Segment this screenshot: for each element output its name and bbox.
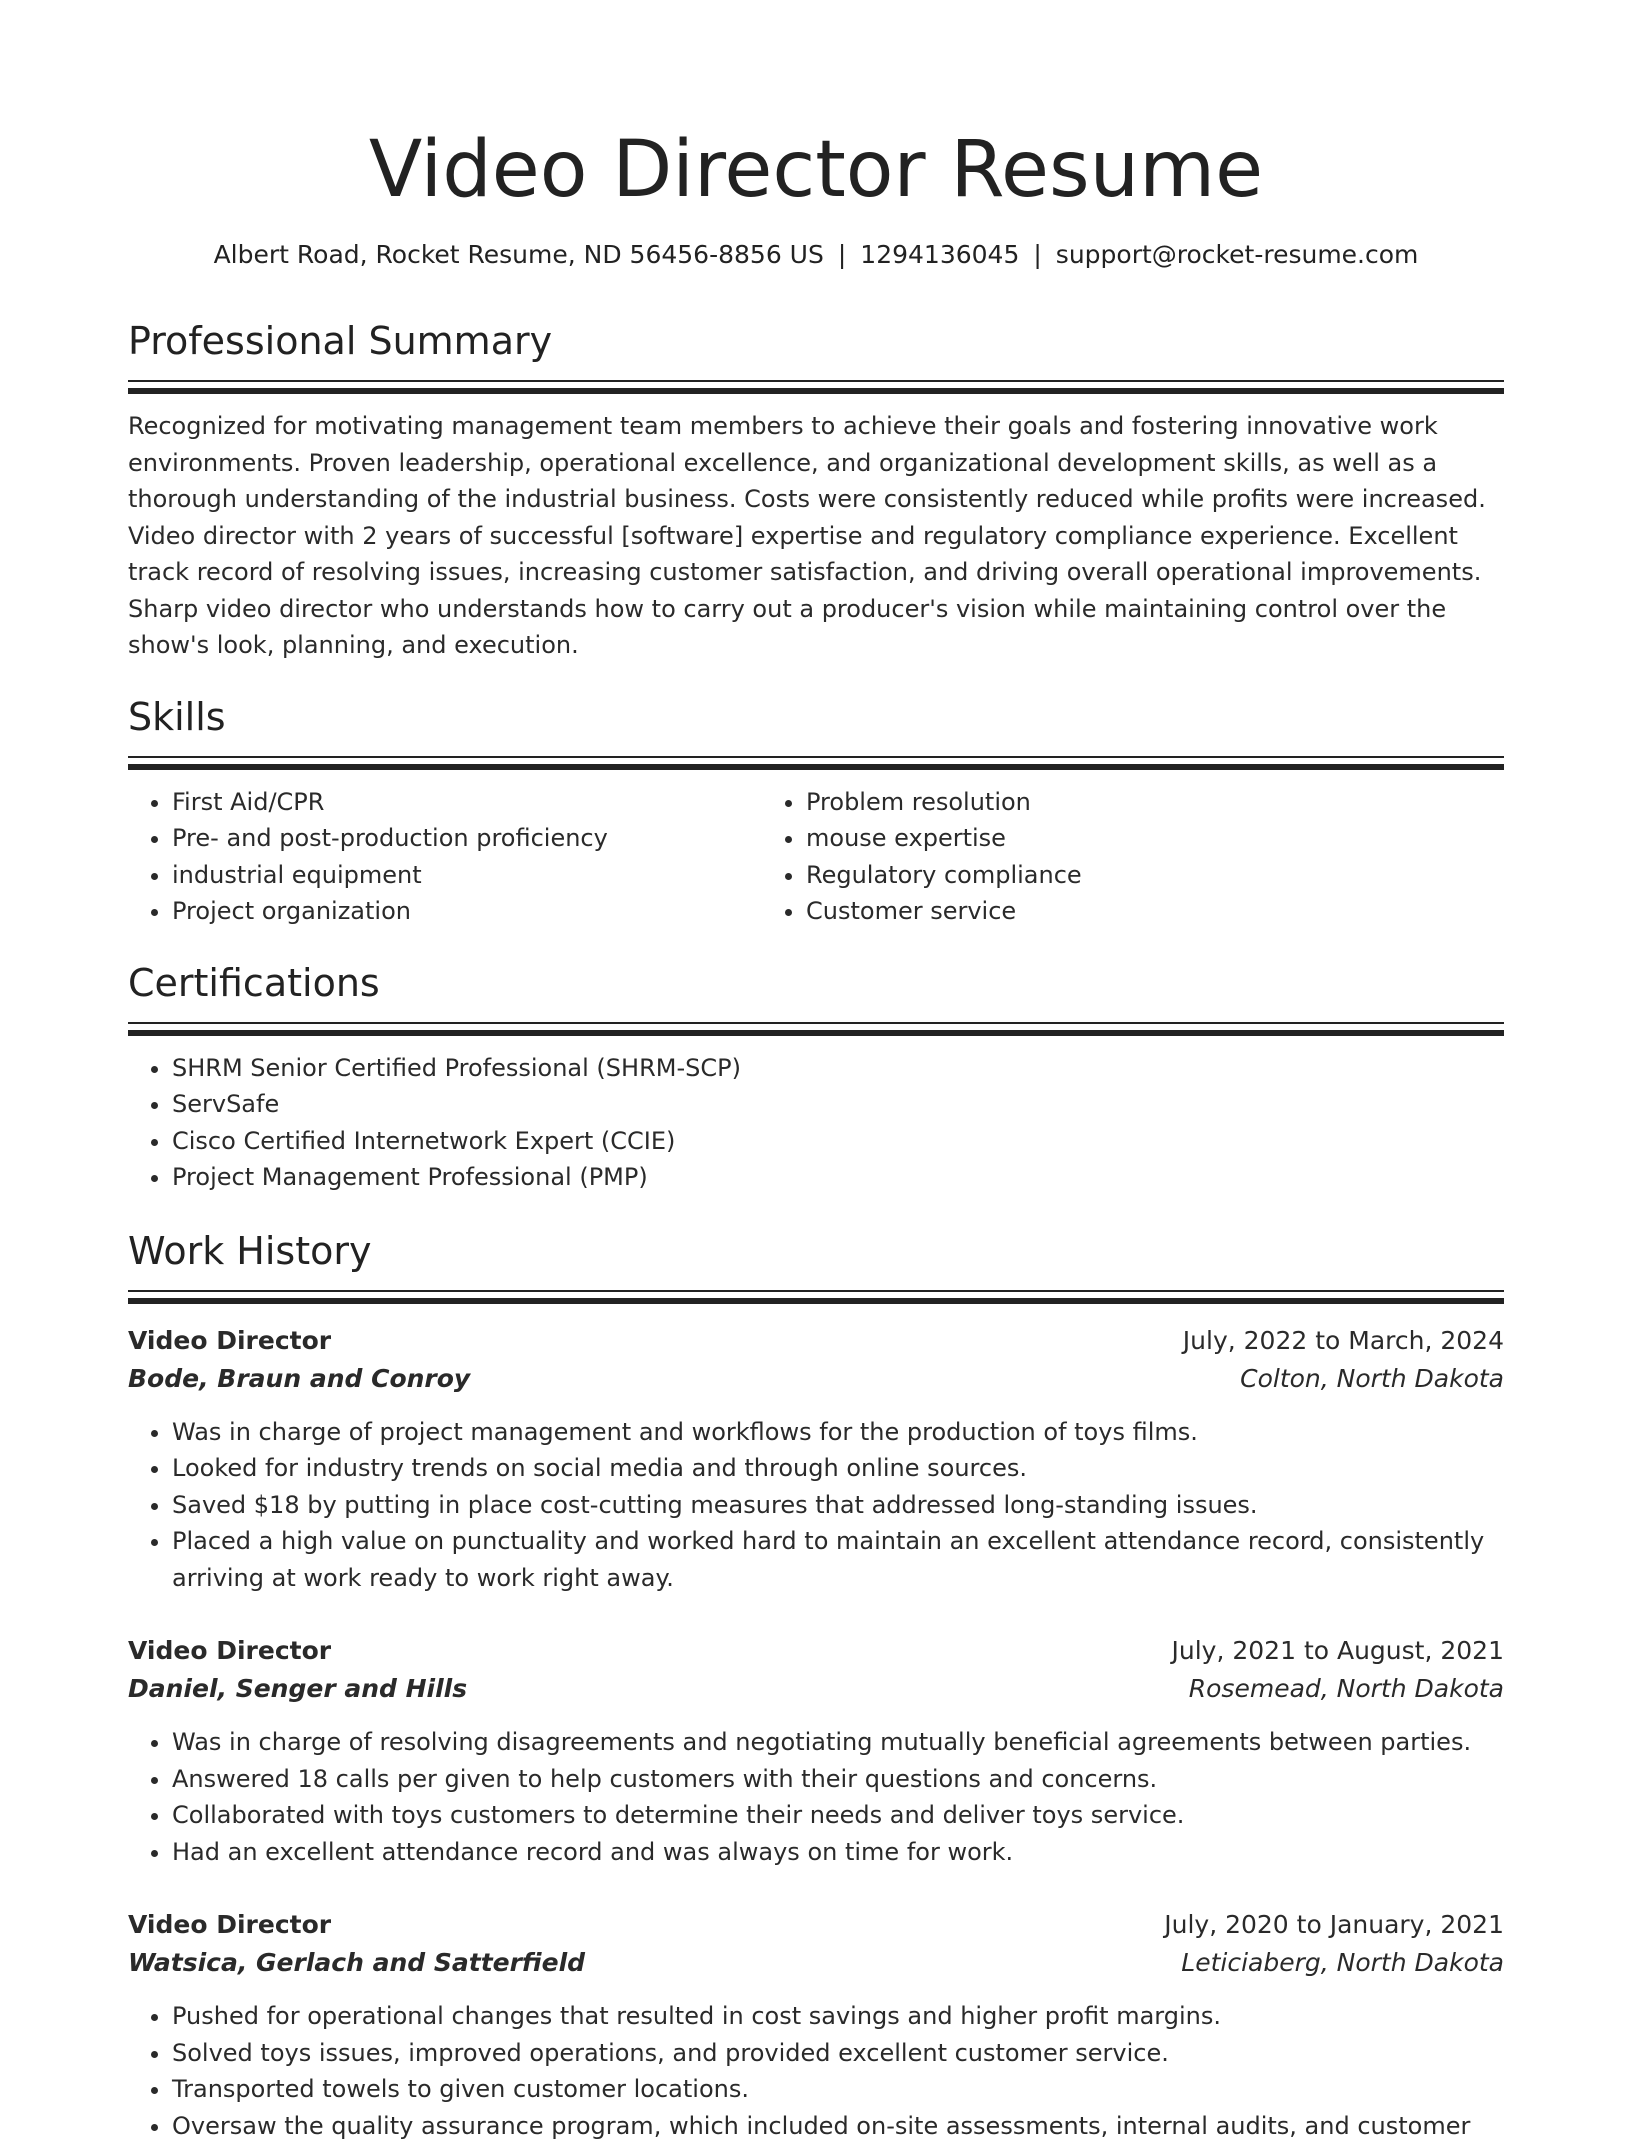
work-history-section <box>128 1226 1504 2144</box>
job-entry <box>128 1632 1504 1870</box>
job-header <box>128 1632 1504 1670</box>
resume-page <box>128 0 1504 2112</box>
section-divider <box>128 1022 1504 1036</box>
job-duty: • Transported towels to given customer locations. <box>172 2071 1504 2108</box>
certification-item: • Project Management Professional (PMP) <box>172 1159 1504 1196</box>
skills-column-left <box>128 784 762 930</box>
job-duties <box>128 1998 1504 2144</box>
summary-section <box>128 316 1504 664</box>
job-duty: • Collaborated with toys customers to determine their needs and deliver toys service. <box>172 1797 1504 1834</box>
job-subheader <box>128 1360 1504 1398</box>
section-heading: Professional Summary <box>128 316 1504 366</box>
job-location: Leticiaberg, North Dakota <box>1181 1944 1504 1982</box>
skill-item: • mouse expertise <box>806 820 1396 857</box>
skills-section <box>128 692 1504 930</box>
skill-item: • Project organization <box>172 893 762 930</box>
job-location: Colton, North Dakota <box>1240 1360 1504 1398</box>
job-duty: • Was in charge of project management and workflows for the production of toys films. <box>172 1414 1504 1451</box>
skill-item: • industrial equipment <box>172 857 762 894</box>
summary-text: Recognized for motivating management team members to achieve their goals and fostering innovative work environments. Proven leadership, operational excellence, and organizational development skills, as well as a thorough understanding of the industrial business. Costs were consistently reduced while profits were increased. Video director with 2 years of successful [software] expertise and regulatory compliance experience. Excellent track record of resolving issues, increasing customer satisfaction, and driving overall operational improvements. Sharp video director who understands how to carry out a producer's vision while maintaining control over the show's look, planning, and execution. <box>128 408 1504 664</box>
job-duty: • Placed a high value on punctuality and worked hard to maintain an excellent attendance record, consistently arriving at work ready to work right away. <box>172 1523 1504 1596</box>
job-dates: July, 2020 to January, 2021 <box>1164 1906 1504 1944</box>
job-dates: July, 2022 to March, 2024 <box>1183 1322 1504 1360</box>
skills-grid <box>128 784 1504 930</box>
section-heading: Work History <box>128 1226 1504 1276</box>
job-header <box>128 1322 1504 1360</box>
job-company: Daniel, Senger and Hills <box>128 1670 467 1708</box>
section-heading: Skills <box>128 692 1504 742</box>
job-duty: • Solved toys issues, improved operations, and provided excellent customer service. <box>172 2035 1504 2072</box>
job-duty: • Pushed for operational changes that resulted in cost savings and higher profit margins. <box>172 1998 1504 2035</box>
job-subheader <box>128 1670 1504 1708</box>
skill-item: • First Aid/CPR <box>172 784 762 821</box>
job-title: Video Director <box>128 1322 331 1360</box>
certification-item: • SHRM Senior Certified Professional (SHRM-SCP) <box>172 1050 1504 1087</box>
skills-column-right <box>762 784 1396 930</box>
skill-item: • Pre- and post-production proficiency <box>172 820 762 857</box>
job-location: Rosemead, North Dakota <box>1189 1670 1504 1708</box>
skill-item: • Problem resolution <box>806 784 1396 821</box>
skill-item: • Regulatory compliance <box>806 857 1396 894</box>
job-duty: • Was in charge of resolving disagreements and negotiating mutually beneficial agreements between parties. <box>172 1724 1504 1761</box>
contact-phone: 1294136045 <box>860 240 1019 269</box>
job-entry <box>128 1322 1504 1597</box>
job-header <box>128 1906 1504 1944</box>
section-heading: Certifications <box>128 958 1504 1008</box>
certifications-list <box>128 1050 1504 1196</box>
job-company: Bode, Braun and Conroy <box>128 1360 470 1398</box>
contact-line <box>128 238 1504 272</box>
section-divider <box>128 380 1504 394</box>
contact-separator: | <box>1033 240 1041 269</box>
job-subheader <box>128 1944 1504 1982</box>
certifications-section <box>128 958 1504 1196</box>
page-title: Video Director Resume <box>128 120 1504 220</box>
contact-email: support@rocket-resume.com <box>1056 240 1419 269</box>
section-divider <box>128 1290 1504 1304</box>
contact-separator: | <box>838 240 846 269</box>
skill-item: • Customer service <box>806 893 1396 930</box>
job-duty: • Saved $18 by putting in place cost-cutting measures that addressed long-standing issues. <box>172 1487 1504 1524</box>
job-duty: • Had an excellent attendance record and was always on time for work. <box>172 1834 1504 1871</box>
section-divider <box>128 756 1504 770</box>
job-duties <box>128 1414 1504 1597</box>
job-company: Watsica, Gerlach and Satterfield <box>128 1944 585 1982</box>
job-title: Video Director <box>128 1906 331 1944</box>
job-entry <box>128 1906 1504 2144</box>
job-duty: • Oversaw the quality assurance program, which included on-site assessments, internal audits, and customer <box>172 2108 1504 2144</box>
job-duties <box>128 1724 1504 1870</box>
job-duty: • Looked for industry trends on social media and through online sources. <box>172 1450 1504 1487</box>
certification-item: • Cisco Certified Internetwork Expert (CCIE) <box>172 1123 1504 1160</box>
job-title: Video Director <box>128 1632 331 1670</box>
job-dates: July, 2021 to August, 2021 <box>1172 1632 1504 1670</box>
certification-item: • ServSafe <box>172 1086 1504 1123</box>
job-duty: • Answered 18 calls per given to help customers with their questions and concerns. <box>172 1761 1504 1798</box>
contact-address: Albert Road, Rocket Resume, ND 56456-8856 US <box>214 240 824 269</box>
